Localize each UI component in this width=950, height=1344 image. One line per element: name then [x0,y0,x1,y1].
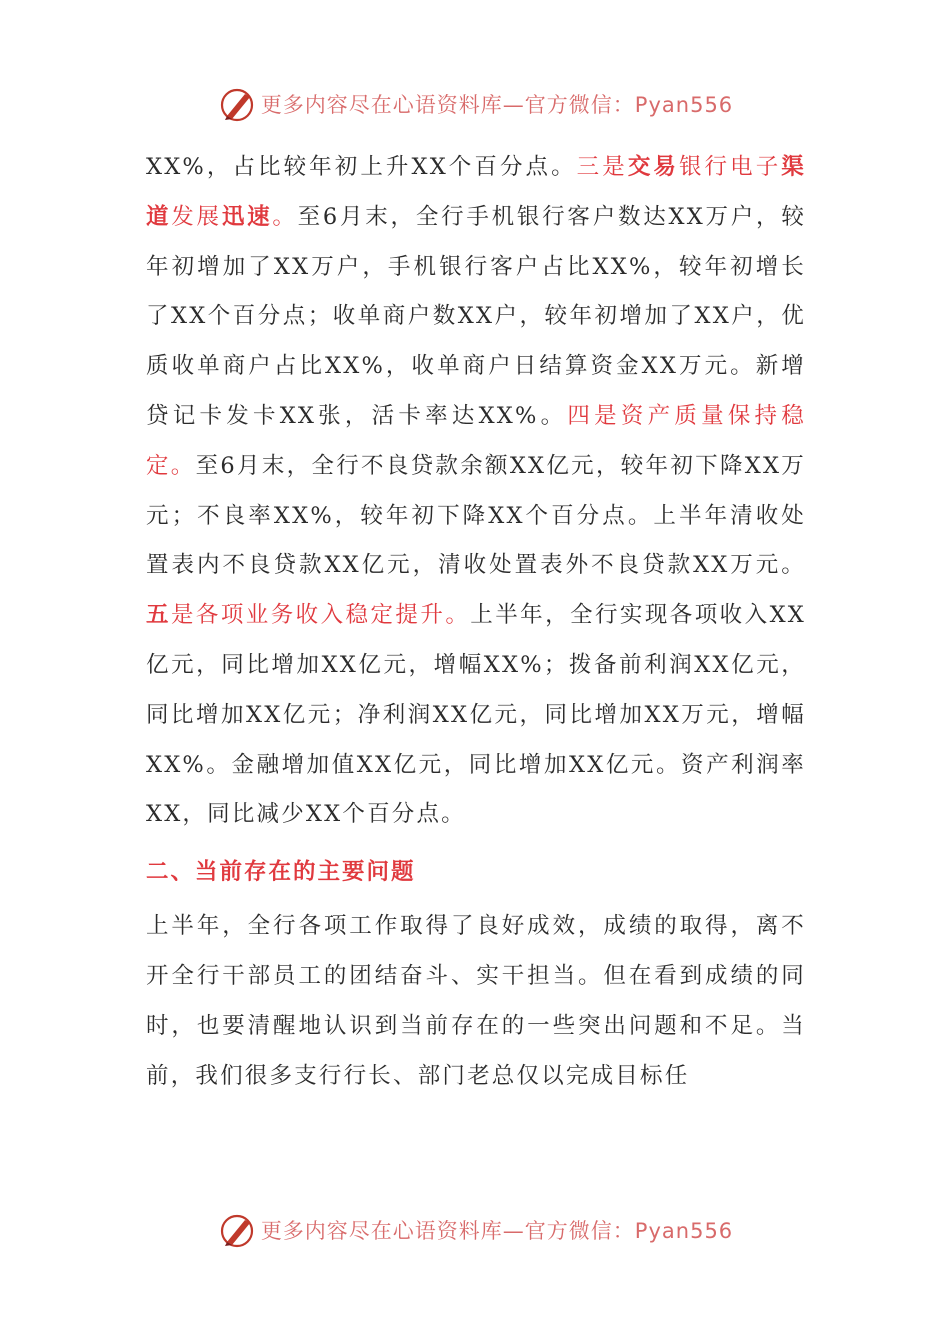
pen-in-circle-icon [217,84,257,124]
banner-text: 更多内容尽在心语资料库—官方微信：Pyan556 [260,1219,734,1243]
text-run: 交易 [627,154,679,180]
paragraph-achievements [146,143,806,840]
text-run: 银行电子 [678,154,782,180]
paragraph-problems: 上半年，全行各项工作取得了良好成效，成绩的取得，离不开全行干部员工的团结奋斗、实干担当。但在看到成绩的同时，也要清醒地认识到当前存在的一些突出问题和不足。当前，我们很多支行行长、部门老总仅以完成目标任 [146,913,806,1089]
highlight-point-five [146,602,470,628]
text-run: XX%，占比较年初上升XX个百分点。 [146,154,577,180]
pen-in-circle-icon [217,1210,257,1250]
highlight-point-four: 四是资产质量保持稳定。 [146,402,806,479]
document-body [146,143,806,1101]
text-run: 三是 [576,154,628,180]
text-run: 至6月末，全行不良贷款余额XX亿元，较年初下降XX万元；不良率XX%，较年初下降XX个百分点。上半年清收处置表内不良贷款XX亿元，清收处置表外不良贷款XX万元。 [146,452,806,579]
text-run: 上半年，全行实现各项收入XX亿元，同比增加XX亿元，增幅XX%；拨备前利润XX亿元，同比增加XX亿元；净利润XX亿元，同比增加XX万元，增幅XX%。金融增加值XX亿元，同比增加XX亿元。资产利润率XX，同比减少XX个百分点。 [146,602,807,828]
text-run: 。 [272,203,298,230]
text-run: 是各项业务收入稳定提升。 [170,602,471,629]
header-banner [0,82,950,126]
text-run: 发展 [171,203,222,230]
banner-text: 更多内容尽在心语资料库—官方微信：Pyan556 [260,93,734,117]
text-run: 五 [146,602,171,629]
footer-banner [0,1208,950,1252]
text-run: 渠道 [146,154,806,230]
section-title: 二、当前存在的主要问题 [146,859,416,886]
text-run: 至6月末，全行手机银行客户数达XX万户，较年初增加了XX万户，手机银行客户占比XX%，较年初增长了XX个百分点；收单商户数XX户，较年初增加了XX户，优质收单商户占比XX%，收单商户日结算资金XX万元。新增贷记卡发卡XX张，活卡率达XX%。 [146,203,807,429]
text-run: 迅速 [221,203,273,230]
